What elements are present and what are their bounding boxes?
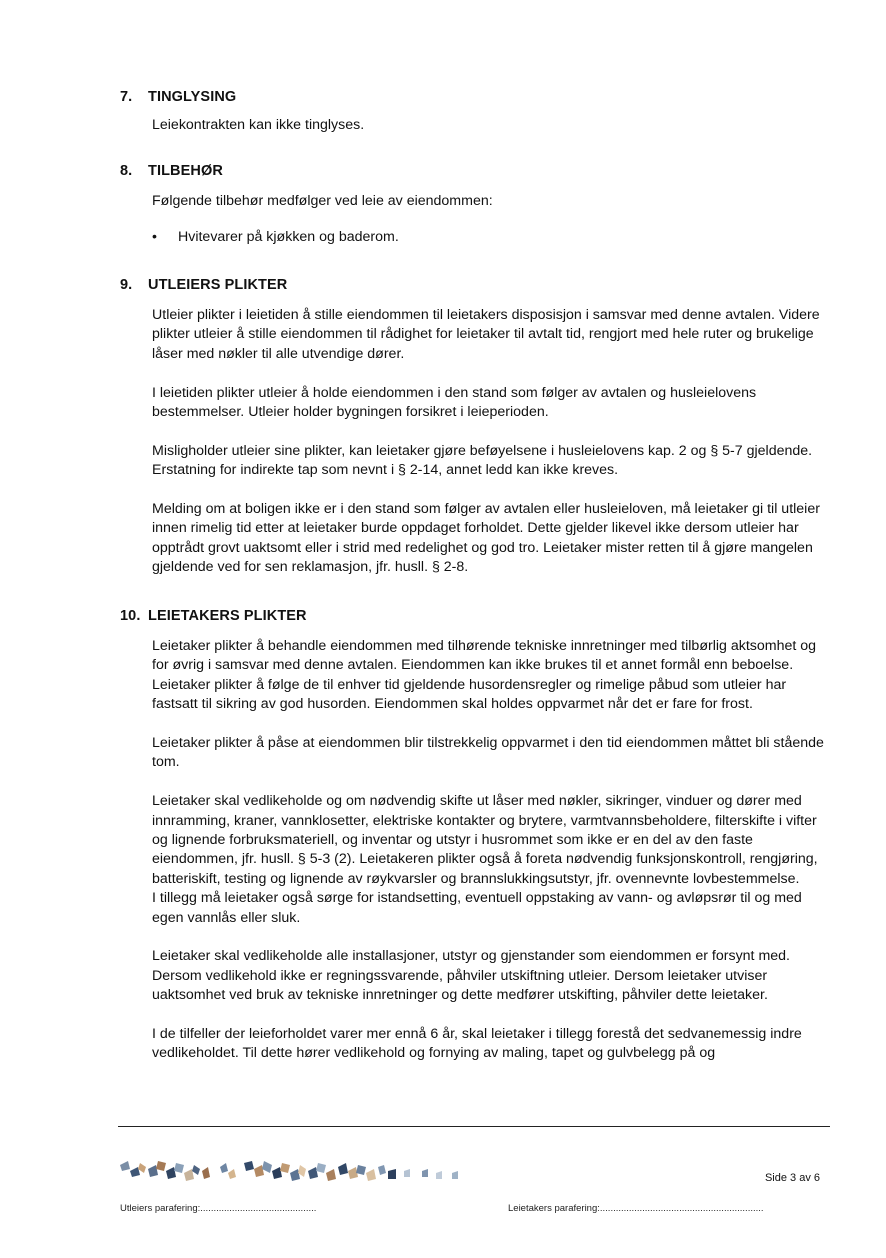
section-heading: 9. UTLEIERS PLIKTER: [120, 277, 288, 293]
page-number: Side 3 av 6: [764, 1172, 820, 1184]
section-body: [152, 306, 830, 578]
landlord-initials-field: Utleiers parafering:............................................: [120, 1203, 317, 1214]
paragraph: Leietaker skal vedlikeholde og om nødvendig skifte ut låser med nøkler, sikringer, vinduer og dører med innramming, kraner, vannklosetter, elektriske kontakter og brytere, varmtvannsbeholdere, filterskifte i vifter og lignende forbruksmateriell, og inventar og utstyr i husrommet som ikke er en del av den faste eiendommen, jfr. husll. § 5-3 (2). Leietakeren plikter også å foreta nødvendig funksjonskontroll, rengjøring, batteriskift, testing og lignende av røykvarsler og brannslukkingsutstyr, jfr. ovennevnte lovbestemmelse.: [152, 793, 818, 887]
section-8: [120, 163, 830, 248]
paragraph: Leiekontrakten kan ikke tinglyses.: [152, 117, 365, 133]
bullet-icon: •: [152, 229, 157, 246]
list-item: • Hvitevarer på kjøkken og baderom.: [152, 228, 830, 247]
paragraph: I leietiden plikter utleier å holde eiendommen i den stand som følger av avtalen og husleielovens bestemmelser. Utleier holder bygningen forsikret i leieperioden.: [152, 384, 757, 421]
tenant-initials-field: Leietakers parafering:..............................................................: [508, 1203, 764, 1214]
section-heading: 8. TILBEHØR: [120, 163, 223, 179]
paragraph: Leietaker plikter å behandle eiendommen med tilhørende tekniske innretninger med tilbørlig aktsomhet og for øvrig i samsvar med denne avtalen. Eiendommen kan ikke brukes til et annet formål enn beboelse. Leietaker plikter å følge de til enhver tid gjeldende husordensregler og rimelige påbud som utleier har fastsatt til sikring av god husorden. Eiendommen skal holdes oppvarmet når det er fare for frost.: [152, 638, 817, 713]
section-heading: 7. TINGLYSING: [120, 89, 237, 105]
section-10: [120, 608, 830, 1064]
footer-divider: [118, 1126, 830, 1127]
paragraph: Melding om at boligen ikke er i den stand som følger av avtalen eller husleieloven, må leietaker gi til utleier innen rimelig tid etter at leietaker burde oppdaget forholdet. Dette gjelder likevel ikke dersom utleier har opptrådt grovt uaktsomt eller i strid med redelighet og god tro. Leietaker mister retten til å gjøre mangelen gjeldende ved for sen reklamasjon, jfr. husll. § 2-8.: [152, 501, 820, 576]
section-9: [120, 277, 830, 578]
section-heading: 10. LEIETAKERS PLIKTER: [120, 608, 307, 624]
mosaic-logo-icon: [116, 1155, 476, 1187]
section-body: [152, 116, 830, 135]
paragraph: Leietaker plikter å påse at eiendommen blir tilstrekkelig oppvarmet i den tid eiendommen måttet bli stående tom.: [152, 735, 824, 771]
paragraph: I de tilfeller der leieforholdet varer mer ennå 6 år, skal leietaker i tillegg forestå det sedvanemessig indre vedlikeholdet. Til dette hører vedlikehold og fornying av maling, tapet og gulvbelegg på og: [152, 1026, 802, 1062]
section-body: [152, 637, 830, 1064]
paragraph: Misligholder utleier sine plikter, kan leietaker gjøre beføyelsene i husleielovens kap. 2 og § 5-7 gjeldende. Erstatning for indirekte tap som nevnt i § 2-14, annet ledd kan ikke kreves.: [152, 442, 813, 479]
section-7: [120, 89, 830, 135]
paragraph: Leietaker skal vedlikeholde alle installasjoner, utstyr og gjenstander som eiendommen er forsynt med. Dersom vedlikehold ikke er regningssvarende, påhviler utskiftning utleier. Dersom leietaker utviser uaktsomhet ved bruk av tekniske innretninger og dette medfører utskifting, påhviler dette leietaker.: [152, 948, 790, 1004]
paragraph: Følgende tilbehør medfølger ved leie av eiendommen:: [152, 193, 493, 209]
paragraph: Utleier plikter i leietiden å stille eiendommen til leietakers disposisjon i samsvar med denne avtalen. Videre plikter utleier å stille eiendommen til rådighet for leietaker til avtalt tid, rengjort med hele ruter og brukelige låser med nøkler til alle utvendige dører.: [152, 307, 820, 362]
section-body: [152, 192, 830, 248]
paragraph: I tillegg må leietaker også sørge for istandsetting, eventuell oppstaking av vann- og avløpsrør til og med egen vannlås eller sluk.: [152, 890, 802, 926]
